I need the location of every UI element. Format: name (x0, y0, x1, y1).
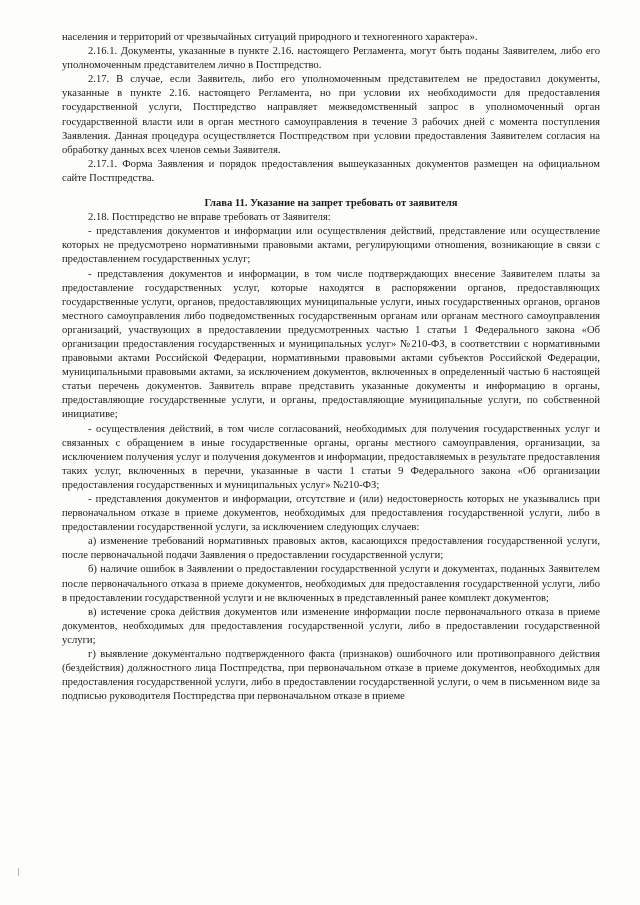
list-item-exception: б) наличие ошибок в Заявлении о предоставлении государственной услуги и документах, поданных Заявителем после первоначального отказа в приеме документов, необходимых для предоставления государственной услуги, либо в предоставлении государственной услуги и не включенных в представленный ранее комплект документов; (62, 564, 600, 604)
list-item-requirement: - представления документов и информации или осуществления действий, представление или осуществление которых не предусмотрено нормативными правовыми актами, регулирующими отношения, возникающие в связи с предоставлением государственных услуг; (62, 226, 600, 266)
paragraph-2-18: 2.18. Постпредство не вправе требовать от Заявителя: (88, 212, 331, 224)
list-item-exception: г) выявление документально подтвержденного факта (признаков) ошибочного или противоправного действия (бездействия) должностного лица Постпредства, при первоначальном отказе в приеме документов, необходимых для предоставления государственной услуги, либо в предоставлении государственной услуги, о чем в письменном виде за подписью руководителя Постпредства при первоначальном отказе в приеме (62, 649, 600, 703)
list-item-exception: а) изменение требований нормативных правовых актов, касающихся предоставления государственной услуги, после первоначальной подачи Заявления о предоставлении государственной услуги; (62, 536, 600, 562)
list-item-requirement: - представления документов и информации, в том числе подтверждающих внесение Заявителем платы за предоставление государственных услуг, которые находятся в распоряжении органов, предоставляющих государственные услуги, органов, предоставляющих муниципальные услуги, иных государственных органов, органов местного самоуправления либо подведомственных государственным органам или органам местного самоуправления организаций, участвующих в предоставлении предусмотренных частью 1 статьи 1 Федерального закона «Об организации предоставления государственных и муниципальных услуг» №210-ФЗ, в соответствии с нормативными правовыми актами Российской Федерации, нормативными правовыми актами субъектов Российской Федерации, муниципальными правовыми актами, за исключением документов, включенных в определенный частью 6 настоящей статьи перечень документов. Заявитель вправе представить указанные документы и информацию в органы, предоставляющие государственные услуги, и органы, предоставляющие муниципальные услуги, по собственной инициативе; (62, 268, 600, 421)
paragraph-2-16-1: 2.16.1. Документы, указанные в пункте 2.16. настоящего Регламента, могут быть поданы Заявителем, либо его уполномоченным представителем лично в Постпредство. (62, 46, 600, 72)
list-item-requirement: - представления документов и информации, отсутствие и (или) недостоверность которых не указывались при первоначальном отказе в приеме документов, необходимых для предоставления государственной услуги, либо в предоставлении государственной услуги, за исключением следующих случаев: (62, 494, 600, 534)
paragraph-continuation: населения и территорий от чрезвычайных ситуаций природного и техногенного характера». (62, 32, 478, 43)
list-item-exception: в) истечение срока действия документов или изменение информации после первоначального отказа в приеме документов, необходимых для предоставления государственной услуги, либо в предоставлении государственной услуги; (62, 606, 600, 646)
paragraph-2-17: 2.17. В случае, если Заявитель, либо его уполномоченным представителем не предоставил документы, указанные в пункте 2.16. настоящего Регламента, но при условии их необходимости для предоставления государственной услуги, Постпредство направляет межведомственный запрос в уполномоченный орган государственной власти или в орган местного самоуправления в течение 3 рабочих дней с момента поступления Заявления. Данная процедура осуществляется Постпредством при условии предоставления Заявителем согласия на обработку данных всех членов семьи Заявителя. (62, 74, 600, 156)
document-body (62, 31, 600, 899)
paragraph-2-17-1: 2.17.1. Форма Заявления и порядок предоставления вышеуказанных документов размещен на официальном сайте Постпредства. (62, 158, 600, 184)
list-item-requirement: - осуществления действий, в том числе согласований, необходимых для получения государственных услуг и связанных с обращением в иные государственные органы, органы местного самоуправления, организации, за исключением получения услуг и получения документов и информации, предоставляемых в результате предоставления таких услуг, включенных в перечни, указанные в части 1 статьи 9 Федерального закона «Об организации предоставления государственных и муниципальных услуг» №210-ФЗ; (62, 423, 600, 491)
chapter-heading: Глава 11. Указание на запрет требовать от заявителя (204, 198, 458, 210)
scan-artifact (18, 868, 19, 876)
